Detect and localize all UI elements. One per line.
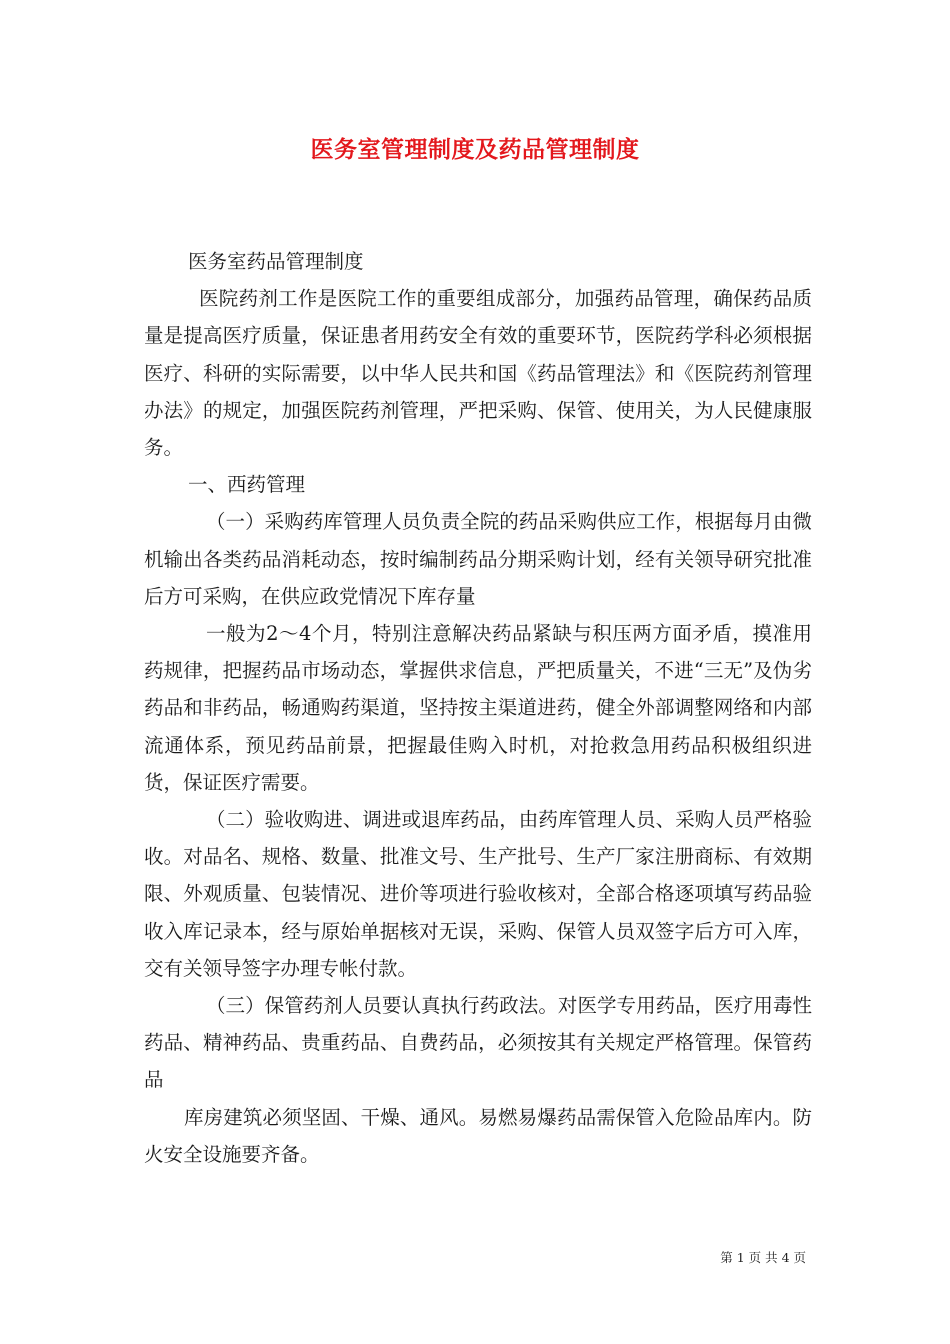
paragraph-intro: 医院药剂工作是医院工作的重要组成部分，加强药品管理，确保药品质量是提高医疗质量，保证患者用药安全有效的重要环节，医院药学科必须根据医疗、科研的实际需要，以中华人民共和国《药品管理法》和《医院药剂管理办法》的规定，加强医院药剂管理，严把采购、保管、使用关，为人民健康服务。: [144, 287, 812, 460]
paragraph-stock-level: 一般为2～4个月，特别注意解决药品紧缺与积压两方面矛盾，摸准用药规律，把握药品市场动态，掌握供求信息，严把质量关，不进“三无”及伪劣药品和非药品，畅通购药渠道，坚持按主渠道进药，健全外部调整网络和内部流通体系，预见药品前景，把握最佳购入时机，对抢救急用药品积极组织进货，保证医疗需要。: [144, 622, 812, 794]
paragraph-warehouse: 库房建筑必须坚固、干燥、通风。易燃易爆药品需保管入危险品库内。防火安全设施要齐备。: [144, 1105, 812, 1166]
document-body: [144, 243, 812, 1173]
heading-western-medicine: 一、西药管理: [188, 473, 306, 497]
paragraph-acceptance: （二）验收购进、调进或退库药品，由药库管理人员、采购人员严格验收。对品名、规格、数量、批准文号、生产批号、生产厂家注册商标、有效期限、外观质量、包装情况、进价等项进行验收核对，全部合格逐项填写药品验收入库记录本，经与原始单据核对无误，采购、保管人员双签字后方可入库，交有关领导签字办理专帐付款。: [144, 808, 812, 980]
page-number: 第 1 页 共 4 页: [720, 1250, 806, 1265]
paragraph-storage: （三）保管药剂人员要认真执行药政法。对医学专用药品，医疗用毒性药品、精神药品、贵重药品、自费药品，必须按其有关规定严格管理。保管药品: [144, 994, 812, 1092]
paragraph-procurement: （一）采购药库管理人员负责全院的药品采购供应工作，根据每月由微机输出各类药品消耗动态，按时编制药品分期采购计划，经有关领导研究批准后方可采购，在供应政党情况下库存量: [144, 510, 812, 608]
section-title: 医务室药品管理制度: [188, 250, 364, 273]
document-title: 医务室管理制度及药品管理制度: [310, 136, 640, 163]
